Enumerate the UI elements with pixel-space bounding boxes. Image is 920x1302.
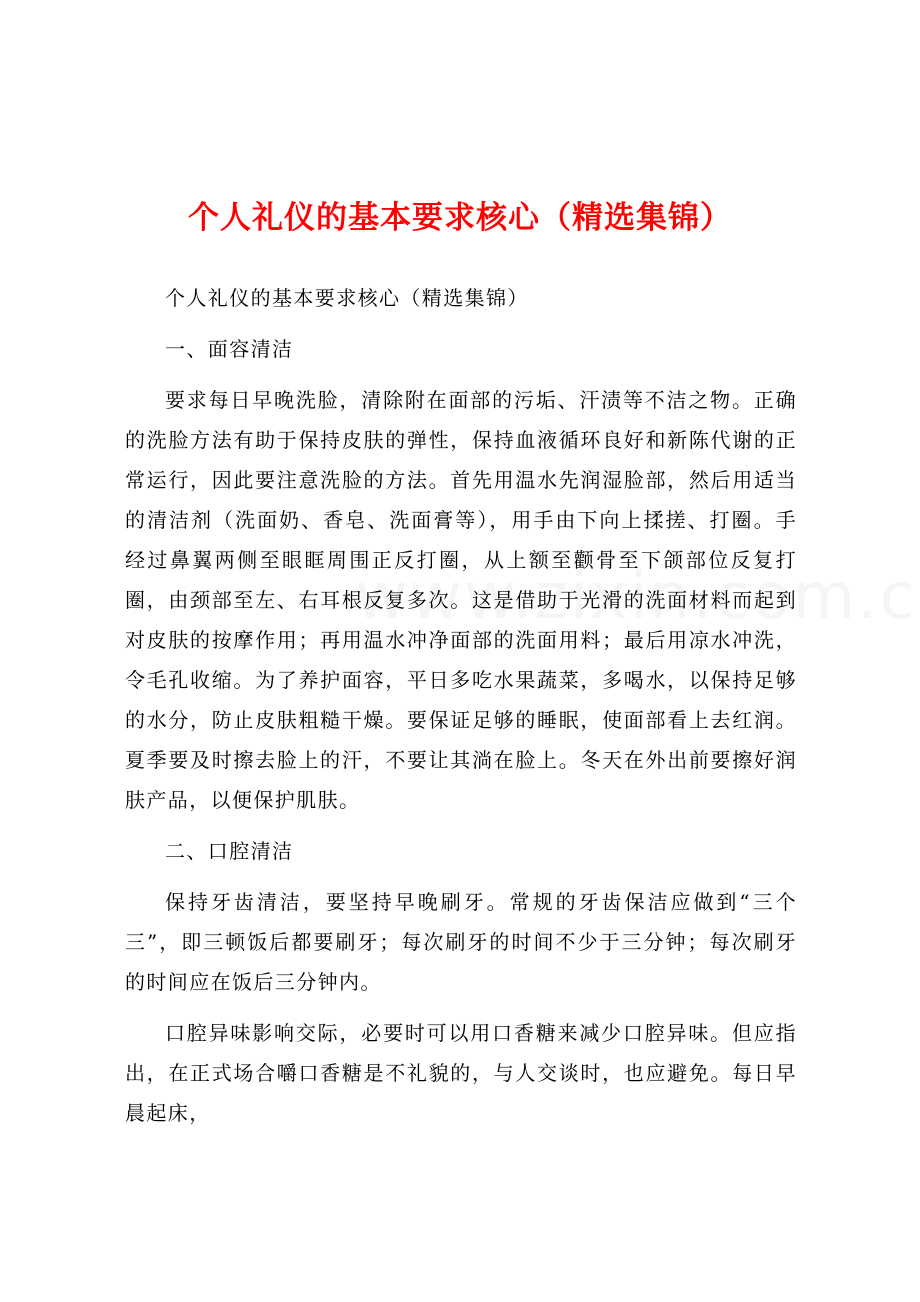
section-heading-mouth: 二、口腔清洁: [165, 839, 294, 863]
intro-paragraph: 个人礼仪的基本要求核心（精选集锦）: [165, 286, 529, 310]
teeth-cleaning-paragraph: 保持牙齿清洁，要坚持早晚刷牙。常规的牙齿保洁应做到“三个三”，即三顿饭后都要刷牙；每次刷牙的时间不少于三分钟；每次刷牙的时间应在饭后三分钟内。: [125, 890, 797, 994]
face-cleaning-paragraph: 要求每日早晚洗脸，清除附在面部的污垢、汗渍等不洁之物。正确的洗脸方法有助于保持皮肤的弹性，保持血液循环良好和新陈代谢的正常运行，因此要注意洗脸的方法。首先用温水先润湿脸部，然后用适当的清洁剂（洗面奶、香皂、洗面膏等），用手由下向上揉搓、打圈。手经过鼻翼两侧至眼眶周围正反打圈，从上额至颧骨至下颌部位反复打圈，由颈部至左、右耳根反复多次。这是借助于光滑的洗面材料而起到对皮肤的按摩作用；再用温水冲净面部的洗面用料；最后用凉水冲洗，令毛孔收缩。为了养护面容，平日多吃水果蔬菜，多喝水，以保持足够的水分，防止皮肤粗糙干燥。要保证足够的睡眠，使面部看上去红润。夏季要及时擦去脸上的汗，不要让其淌在脸上。冬天在外出前要擦好润肤产品，以便保护肌肤。: [125, 388, 797, 812]
mouth-odor-paragraph: 口腔异味影响交际，必要时可以用口香糖来减少口腔异味。但应指出，在正式场合嚼口香糖是不礼貌的，与人交谈时，也应避免。每日早晨起床，: [125, 1021, 797, 1125]
document-body: [125, 278, 797, 1144]
document-title: 个人礼仪的基本要求核心（精选集锦）: [188, 200, 732, 236]
section-heading-face: 一、面容清洁: [165, 337, 294, 361]
